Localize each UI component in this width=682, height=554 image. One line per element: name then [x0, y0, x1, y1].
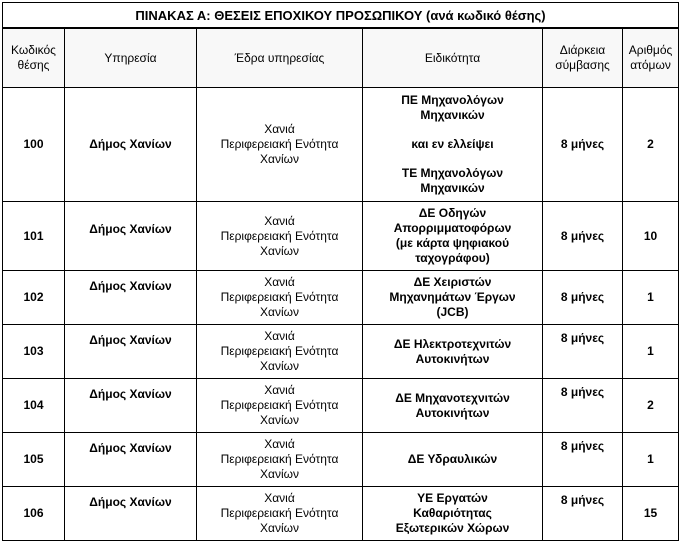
row-count: 1 [623, 325, 679, 379]
header-service [65, 28, 197, 88]
seat-line: Χανιά [264, 437, 295, 451]
row-code: 103 [3, 325, 65, 379]
seat-line: Περιφερειακή Ενότητα [220, 506, 339, 520]
seat-line: Χανίων [260, 152, 299, 166]
header-count [623, 28, 679, 88]
seat-line: Χανίων [260, 521, 299, 535]
row-specialty [363, 88, 543, 202]
specialty-line: Απορριμματοφόρων [393, 221, 512, 235]
row-duration: 8 μήνες [543, 433, 623, 487]
table-row [3, 325, 679, 379]
row-duration: 8 μήνες [543, 271, 623, 325]
row-seat [197, 433, 363, 487]
specialty-line: (JCB) [436, 305, 469, 319]
row-count: 10 [623, 202, 679, 271]
header-count-line-2: ατόμων [630, 58, 671, 72]
specialty-line: ΔΕ Μηχανοτεχνιτών [395, 390, 510, 405]
specialty-line: Αυτοκινήτων [415, 351, 490, 366]
seat-line: Χανιά [264, 383, 295, 397]
row-code: 102 [3, 271, 65, 325]
row-specialty [363, 433, 543, 487]
specialty-line: ΔΕ Ηλεκτροτεχνιτών [393, 336, 512, 351]
row-specialty [363, 325, 543, 379]
seat-line: Χανιά [264, 491, 295, 505]
row-count: 1 [623, 433, 679, 487]
seat-line: Περιφερειακή Ενότητα [220, 290, 339, 304]
positions-table [2, 2, 679, 541]
row-duration: 8 μήνες [543, 202, 623, 271]
seat-line: Περιφερειακή Ενότητα [220, 344, 339, 358]
row-service: Δήμος Χανίων [65, 88, 197, 202]
row-service: Δήμος Χανίων [65, 202, 197, 271]
row-seat [197, 202, 363, 271]
header-duration-line-1: Διάρκεια [559, 43, 606, 57]
seat-line: Περιφερειακή Ενότητα [220, 137, 339, 151]
specialty-line: ΔΕ Χειριστών [413, 275, 492, 289]
row-seat [197, 325, 363, 379]
row-code: 106 [3, 487, 65, 541]
row-duration: 8 μήνες [543, 88, 623, 202]
row-seat [197, 88, 363, 202]
row-specialty [363, 202, 543, 271]
header-specialty [363, 28, 543, 88]
seat-line: Χανιά [264, 213, 295, 228]
specialty-line: και εν ελλείψει [411, 137, 494, 151]
seat-line: Χανίων [260, 467, 299, 481]
row-count: 15 [623, 487, 679, 541]
specialty-line: (με κάρτα ψηφιακού [395, 236, 510, 250]
seat-line: Χανιά [264, 275, 295, 289]
specialty-line: ΔΕ Υδραυλικών [407, 452, 498, 466]
seat-line: Χανίων [260, 305, 299, 319]
seat-line: Χανίων [260, 359, 299, 373]
row-count: 1 [623, 271, 679, 325]
seat-line: Περιφερειακή Ενότητα [220, 228, 339, 243]
specialty-line: Εξωτερικών Χώρων [395, 521, 510, 535]
table-row [3, 202, 679, 271]
row-seat [197, 379, 363, 433]
row-code: 100 [3, 88, 65, 202]
seat-line: Χανίων [260, 413, 299, 427]
seat-line: Περιφερειακή Ενότητα [220, 398, 339, 412]
row-specialty [363, 487, 543, 541]
table-row [3, 487, 679, 541]
table-row [3, 379, 679, 433]
header-duration [543, 28, 623, 88]
header-count-line-1: Αριθμός [628, 43, 673, 57]
document-page [2, 2, 679, 541]
specialty-line: Καθαριότητας [413, 506, 492, 520]
row-count: 2 [623, 379, 679, 433]
row-service: Δήμος Χανίων [65, 271, 197, 325]
row-code: 105 [3, 433, 65, 487]
row-code: 101 [3, 202, 65, 271]
table-row [3, 88, 679, 202]
header-row [3, 28, 679, 88]
row-service: Δήμος Χανίων [65, 487, 197, 541]
row-service: Δήμος Χανίων [65, 379, 197, 433]
seat-line: Χανίων [260, 243, 299, 258]
row-service: Δήμος Χανίων [65, 433, 197, 487]
row-count: 2 [623, 88, 679, 202]
seat-line: Χανιά [264, 122, 295, 136]
table-row [3, 271, 679, 325]
row-seat [197, 271, 363, 325]
row-specialty [363, 379, 543, 433]
row-code: 104 [3, 379, 65, 433]
header-specialty-line-1: Ειδικότητα [424, 50, 481, 65]
header-code [3, 28, 65, 88]
specialty-line: ΠΕ Μηχανολόγων [401, 93, 504, 107]
header-service-line-1: Υπηρεσία [104, 50, 157, 65]
specialty-line: Μηχανικών [420, 108, 485, 122]
header-code-line-2: θέσης [17, 58, 50, 72]
row-seat [197, 487, 363, 541]
specialty-line: Μηχανικών [420, 181, 485, 195]
header-seat-line-1: Έδρα υπηρεσίας [234, 50, 325, 65]
row-duration: 8 μήνες [543, 325, 623, 379]
specialty-line: ΥΕ Εργατών [417, 491, 488, 505]
row-specialty [363, 271, 543, 325]
table-title: ΠΙΝΑΚΑΣ Α: ΘΕΣΕΙΣ ΕΠΟΧΙΚΟΥ ΠΡΟΣΩΠΙΚΟΥ (ανά κωδικό θέσης) [3, 3, 679, 29]
specialty-line: ΔΕ Οδηγών [418, 206, 487, 220]
specialty-line: Μηχανημάτων Έργων [389, 290, 516, 304]
header-duration-line-2: σύμβασης [555, 58, 610, 72]
header-code-line-1: Κωδικός [11, 43, 56, 57]
row-duration: 8 μήνες [543, 379, 623, 433]
specialty-line: Αυτοκινήτων [415, 405, 490, 420]
specialty-line: ΤΕ Μηχανολόγων [401, 166, 504, 180]
row-service: Δήμος Χανίων [65, 325, 197, 379]
seat-line: Χανιά [264, 329, 295, 343]
table-row [3, 433, 679, 487]
header-seat [197, 28, 363, 88]
seat-line: Περιφερειακή Ενότητα [220, 452, 339, 466]
row-duration: 8 μήνες [543, 487, 623, 541]
specialty-line: ταχογράφου) [415, 251, 490, 265]
